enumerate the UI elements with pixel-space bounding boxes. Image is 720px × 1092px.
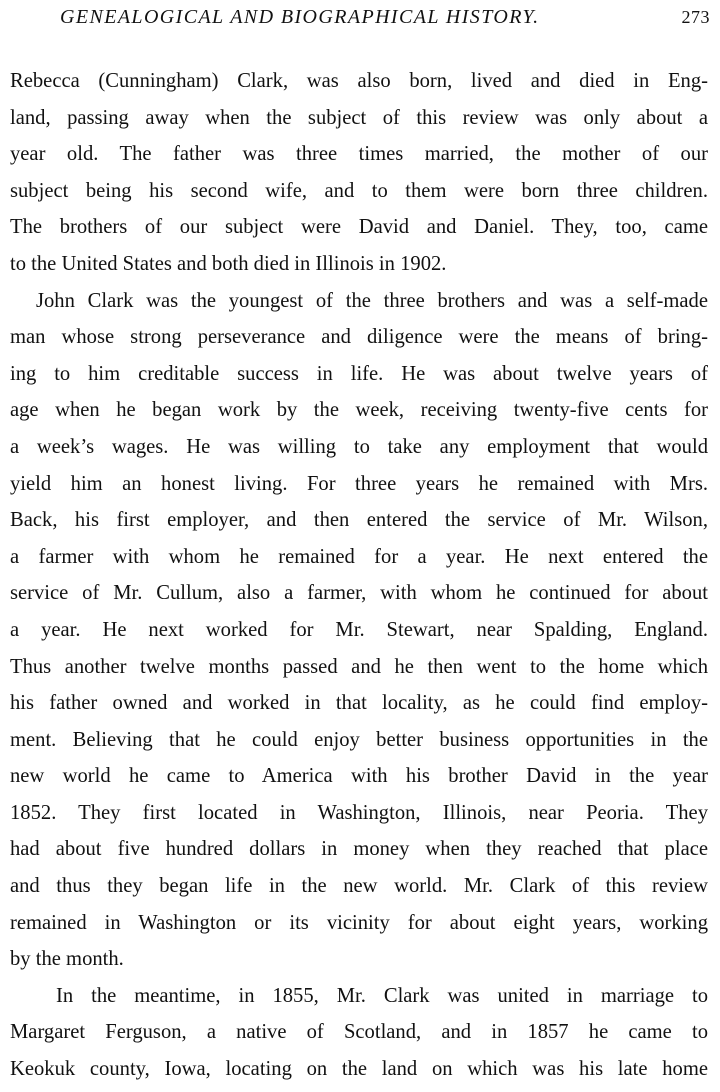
paragraph-2: [10, 283, 708, 978]
text-line: subject being his second wife, and to them were born three children.: [10, 179, 708, 202]
text-line: Thus another twelve months passed and he then went to the home which: [10, 655, 708, 678]
page-number: 273: [681, 7, 710, 27]
text-line: Keokuk county, Iowa, locating on the land on which was his late home: [10, 1058, 708, 1081]
text-line: In the meantime, in 1855, Mr. Clark was united in marriage to: [56, 984, 708, 1007]
text-line: The brothers of our subject were David and Daniel. They, too, came: [10, 216, 708, 239]
text-line: a week’s wages. He was willing to take any employment that would: [10, 435, 708, 458]
text-line: and thus they began life in the new world. Mr. Clark of this review: [10, 875, 708, 898]
text-line: a year. He next worked for Mr. Stewart, near Spalding, England.: [10, 618, 708, 641]
text-line: 1852. They first located in Washington, Illinois, near Peoria. They: [10, 801, 708, 824]
text-line: ment. Believing that he could enjoy better business opportunities in the: [10, 728, 708, 751]
page-header: [60, 6, 710, 36]
text-line: had about five hundred dollars in money when they reached that place: [10, 838, 708, 861]
text-line: man whose strong perseverance and diligence were the means of bring-: [10, 326, 708, 349]
text-line: land, passing away when the subject of this review was only about a: [10, 106, 708, 129]
paragraph-3: [10, 978, 708, 1088]
text-line: remained in Washington or its vicinity for about eight years, working: [10, 911, 708, 934]
paragraph-1: [10, 63, 708, 283]
text-line: year old. The father was three times married, the mother of our: [10, 143, 708, 166]
text-line: service of Mr. Cullum, also a farmer, with whom he continued for about: [10, 582, 708, 605]
text-line: John Clark was the youngest of the three brothers and was a self-made: [36, 289, 708, 312]
text-line: Back, his first employer, and then entered the service of Mr. Wilson,: [10, 509, 708, 532]
text-line: yield him an honest living. For three years he remained with Mrs.: [10, 472, 708, 495]
body-text: [10, 63, 708, 1088]
text-line: ing to him creditable success in life. He was about twelve years of: [10, 362, 708, 385]
text-line: age when he began work by the week, receiving twenty-five cents for: [10, 399, 708, 422]
text-line: Rebecca (Cunningham) Clark, was also born, lived and died in Eng-: [10, 70, 708, 92]
text-line: Margaret Ferguson, a native of Scotland, and in 1857 he came to: [10, 1021, 708, 1044]
running-head: GENEALOGICAL AND BIOGRAPHICAL HISTORY.: [60, 6, 540, 28]
text-line: a farmer with whom he remained for a year. He next entered the: [10, 545, 708, 568]
text-line: to the United States and both died in Illinois in 1902.: [10, 252, 447, 275]
text-line: new world he came to America with his brother David in the year: [10, 765, 708, 788]
text-line: his father owned and worked in that locality, as he could find employ-: [10, 692, 708, 715]
text-line: by the month.: [10, 948, 124, 971]
